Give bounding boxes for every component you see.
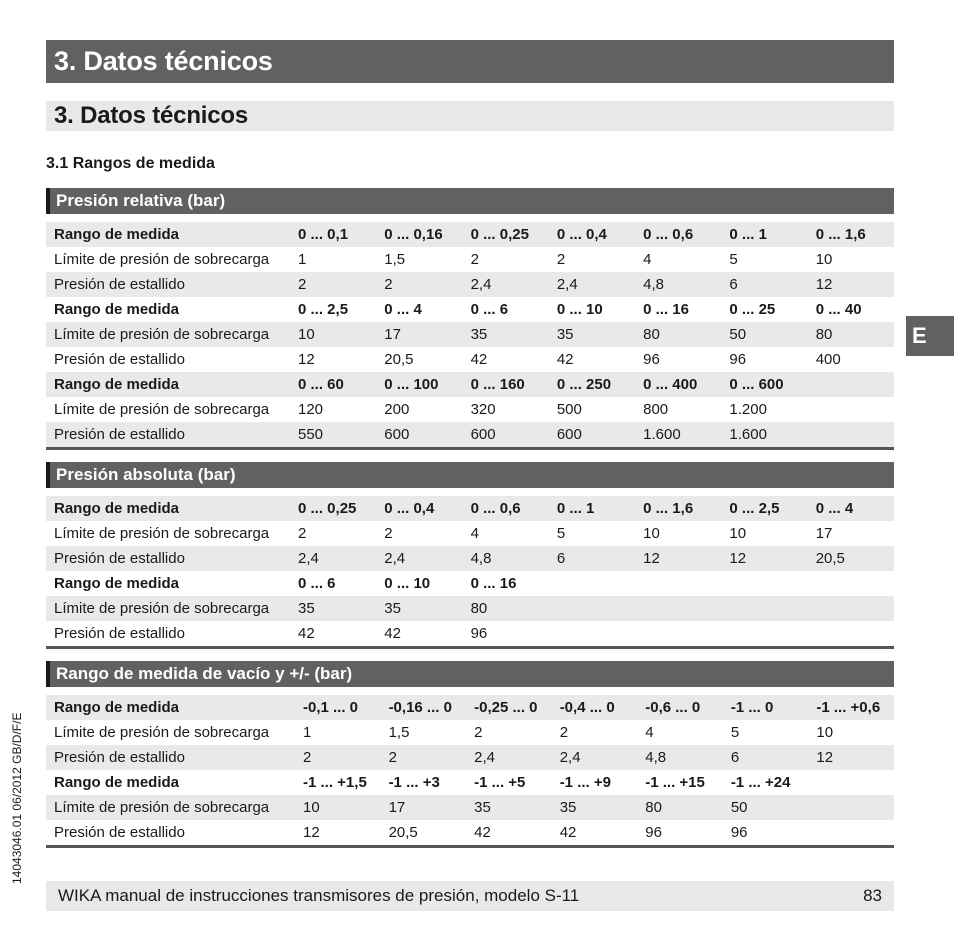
language-tab: E xyxy=(906,316,954,356)
value-cell: 20,5 xyxy=(381,820,467,845)
table-row xyxy=(46,496,894,521)
value-cell xyxy=(721,596,807,621)
table-row xyxy=(46,422,894,447)
table-row xyxy=(46,745,894,770)
page-footer xyxy=(46,881,894,911)
value-cell xyxy=(549,571,635,596)
document-code: 14043046.01 06/2012 GB/D/F/E xyxy=(10,712,24,884)
value-cell: 2,4 xyxy=(552,745,638,770)
value-cell: 17 xyxy=(376,322,462,347)
value-cell: -1 ... +15 xyxy=(637,770,723,795)
value-cell: 0 ... 6 xyxy=(463,297,549,322)
value-cell: 4,8 xyxy=(635,272,721,297)
value-cell: 96 xyxy=(637,820,723,845)
value-cell: 4 xyxy=(637,720,723,745)
value-cell: 320 xyxy=(463,397,549,422)
table-row xyxy=(46,546,894,571)
value-cell: 0 ... 0,16 xyxy=(376,222,462,247)
row-label-cell: Rango de medida xyxy=(46,496,290,521)
table-grid xyxy=(46,496,894,646)
value-cell: 42 xyxy=(466,820,552,845)
footer-text: WIKA manual de instrucciones transmisores de presión, modelo S-11 xyxy=(58,886,580,905)
value-cell: 1.600 xyxy=(721,422,807,447)
table-row xyxy=(46,347,894,372)
value-cell: 0 ... 16 xyxy=(635,297,721,322)
value-cell xyxy=(721,571,807,596)
value-cell: 5 xyxy=(723,720,809,745)
value-cell: 12 xyxy=(808,745,894,770)
value-cell: 0 ... 25 xyxy=(721,297,807,322)
value-cell xyxy=(808,820,894,845)
value-cell: 20,5 xyxy=(808,546,894,571)
table-row xyxy=(46,247,894,272)
value-cell: 1 xyxy=(295,720,381,745)
table-row xyxy=(46,770,894,795)
value-cell: 42 xyxy=(376,621,462,646)
row-label-cell: Presión de estallido xyxy=(46,621,290,646)
row-label-cell: Rango de medida xyxy=(46,297,290,322)
value-cell: -0,1 ... 0 xyxy=(295,695,381,720)
value-cell: 0 ... 0,25 xyxy=(290,496,376,521)
value-cell xyxy=(635,621,721,646)
table-row xyxy=(46,397,894,422)
value-cell: 80 xyxy=(635,322,721,347)
table-row xyxy=(46,521,894,546)
value-cell xyxy=(549,621,635,646)
value-cell: 2 xyxy=(295,745,381,770)
value-cell: 12 xyxy=(635,546,721,571)
table-bottom-rule xyxy=(46,646,894,649)
table-row xyxy=(46,695,894,720)
value-cell: 35 xyxy=(466,795,552,820)
value-cell: 35 xyxy=(552,795,638,820)
value-cell: 0 ... 1 xyxy=(721,222,807,247)
value-cell: 80 xyxy=(463,596,549,621)
value-cell: 2 xyxy=(466,720,552,745)
value-cell xyxy=(549,596,635,621)
row-label-cell: Límite de presión de sobrecarga xyxy=(46,795,295,820)
value-cell: -1 ... +1,5 xyxy=(295,770,381,795)
value-cell: 550 xyxy=(290,422,376,447)
row-label-cell: Presión de estallido xyxy=(46,546,290,571)
table-bottom-rule xyxy=(46,845,894,848)
table-title: Rango de medida de vacío y +/- (bar) xyxy=(46,661,894,687)
row-label-cell: Límite de presión de sobrecarga xyxy=(46,322,290,347)
value-cell: 6 xyxy=(721,272,807,297)
value-cell: 600 xyxy=(549,422,635,447)
table-row xyxy=(46,621,894,646)
value-cell: 10 xyxy=(295,795,381,820)
value-cell: 0 ... 160 xyxy=(463,372,549,397)
row-label-cell: Límite de presión de sobrecarga xyxy=(46,247,290,272)
value-cell: 0 ... 4 xyxy=(808,496,894,521)
value-cell: 12 xyxy=(721,546,807,571)
table-row xyxy=(46,720,894,745)
value-cell: 96 xyxy=(463,621,549,646)
value-cell: 20,5 xyxy=(376,347,462,372)
table-title: Presión relativa (bar) xyxy=(46,188,894,214)
value-cell: 0 ... 100 xyxy=(376,372,462,397)
value-cell: 2,4 xyxy=(290,546,376,571)
row-label-cell: Presión de estallido xyxy=(46,745,295,770)
value-cell: 0 ... 600 xyxy=(721,372,807,397)
row-label-cell: Límite de presión de sobrecarga xyxy=(46,521,290,546)
table-bottom-rule xyxy=(46,447,894,450)
table-row xyxy=(46,596,894,621)
table-row xyxy=(46,322,894,347)
value-cell: 35 xyxy=(463,322,549,347)
value-cell: 2,4 xyxy=(463,272,549,297)
value-cell: 96 xyxy=(721,347,807,372)
value-cell: 2 xyxy=(376,521,462,546)
value-cell: 1,5 xyxy=(376,247,462,272)
value-cell: 6 xyxy=(723,745,809,770)
value-cell xyxy=(808,372,894,397)
value-cell: 10 xyxy=(290,322,376,347)
table-relative-pressure xyxy=(46,188,894,450)
value-cell: 6 xyxy=(549,546,635,571)
value-cell: 1.200 xyxy=(721,397,807,422)
value-cell: -1 ... +5 xyxy=(466,770,552,795)
table-row xyxy=(46,372,894,397)
value-cell: 50 xyxy=(723,795,809,820)
value-cell: 2 xyxy=(552,720,638,745)
value-cell: 42 xyxy=(552,820,638,845)
value-cell: -0,6 ... 0 xyxy=(637,695,723,720)
value-cell: 42 xyxy=(290,621,376,646)
value-cell: 600 xyxy=(376,422,462,447)
value-cell: 0 ... 0,1 xyxy=(290,222,376,247)
value-cell: 2 xyxy=(376,272,462,297)
value-cell: 0 ... 6 xyxy=(290,571,376,596)
value-cell: 17 xyxy=(381,795,467,820)
value-cell: 2,4 xyxy=(549,272,635,297)
value-cell: 2 xyxy=(549,247,635,272)
value-cell: 10 xyxy=(721,521,807,546)
row-label-cell: Presión de estallido xyxy=(46,347,290,372)
value-cell xyxy=(808,397,894,422)
value-cell: 96 xyxy=(635,347,721,372)
value-cell: 800 xyxy=(635,397,721,422)
row-label-cell: Límite de presión de sobrecarga xyxy=(46,596,290,621)
value-cell: 0 ... 0,4 xyxy=(549,222,635,247)
value-cell: 10 xyxy=(808,720,894,745)
value-cell: 0 ... 1,6 xyxy=(635,496,721,521)
value-cell: 4 xyxy=(463,521,549,546)
row-label-cell: Rango de medida xyxy=(46,222,290,247)
subsection-title: 3.1 Rangos de medida xyxy=(46,155,215,172)
value-cell: 0 ... 0,4 xyxy=(376,496,462,521)
table-row xyxy=(46,571,894,596)
value-cell: 0 ... 0,25 xyxy=(463,222,549,247)
value-cell: -1 ... +24 xyxy=(723,770,809,795)
value-cell: 0 ... 0,6 xyxy=(635,222,721,247)
table-row xyxy=(46,297,894,322)
value-cell: 42 xyxy=(463,347,549,372)
table-row xyxy=(46,795,894,820)
value-cell xyxy=(808,621,894,646)
value-cell: 400 xyxy=(808,347,894,372)
value-cell: 500 xyxy=(549,397,635,422)
value-cell: 2 xyxy=(290,272,376,297)
value-cell: -0,25 ... 0 xyxy=(466,695,552,720)
value-cell: 5 xyxy=(549,521,635,546)
value-cell: 10 xyxy=(635,521,721,546)
row-label-cell: Límite de presión de sobrecarga xyxy=(46,397,290,422)
value-cell xyxy=(635,596,721,621)
value-cell: 0 ... 2,5 xyxy=(721,496,807,521)
value-cell: 0 ... 10 xyxy=(549,297,635,322)
value-cell xyxy=(808,596,894,621)
value-cell xyxy=(808,795,894,820)
table-row xyxy=(46,272,894,297)
value-cell: 0 ... 16 xyxy=(463,571,549,596)
row-label-cell: Rango de medida xyxy=(46,372,290,397)
value-cell: 4,8 xyxy=(637,745,723,770)
table-absolute-pressure xyxy=(46,462,894,649)
value-cell: 2,4 xyxy=(376,546,462,571)
value-cell: 0 ... 2,5 xyxy=(290,297,376,322)
value-cell: 12 xyxy=(808,272,894,297)
value-cell: 2 xyxy=(381,745,467,770)
value-cell: 0 ... 60 xyxy=(290,372,376,397)
value-cell: 1,5 xyxy=(381,720,467,745)
value-cell: 42 xyxy=(549,347,635,372)
row-label-cell: Presión de estallido xyxy=(46,422,290,447)
table-row xyxy=(46,820,894,845)
page-banner-title: 3. Datos técnicos xyxy=(46,40,894,83)
value-cell: 0 ... 40 xyxy=(808,297,894,322)
value-cell: 35 xyxy=(290,596,376,621)
value-cell: 200 xyxy=(376,397,462,422)
table-grid xyxy=(46,695,894,845)
value-cell: -0,4 ... 0 xyxy=(552,695,638,720)
value-cell: 1 xyxy=(290,247,376,272)
row-label-cell: Rango de medida xyxy=(46,571,290,596)
value-cell: 80 xyxy=(808,322,894,347)
value-cell: 12 xyxy=(290,347,376,372)
row-label-cell: Límite de presión de sobrecarga xyxy=(46,720,295,745)
value-cell: 35 xyxy=(549,322,635,347)
page-number: 83 xyxy=(863,886,882,905)
value-cell: 0 ... 400 xyxy=(635,372,721,397)
table-title: Presión absoluta (bar) xyxy=(46,462,894,488)
value-cell: 120 xyxy=(290,397,376,422)
table-row xyxy=(46,222,894,247)
value-cell: -1 ... +0,6 xyxy=(808,695,894,720)
row-label-cell: Rango de medida xyxy=(46,770,295,795)
value-cell: -0,16 ... 0 xyxy=(381,695,467,720)
value-cell: 0 ... 1,6 xyxy=(808,222,894,247)
value-cell: 2 xyxy=(290,521,376,546)
value-cell xyxy=(635,571,721,596)
table-vacuum-range xyxy=(46,661,894,848)
value-cell: 1.600 xyxy=(635,422,721,447)
row-label-cell: Presión de estallido xyxy=(46,272,290,297)
value-cell: -1 ... 0 xyxy=(723,695,809,720)
value-cell: 96 xyxy=(723,820,809,845)
value-cell: 12 xyxy=(295,820,381,845)
value-cell: 35 xyxy=(376,596,462,621)
value-cell xyxy=(808,422,894,447)
value-cell: 50 xyxy=(721,322,807,347)
value-cell: 0 ... 0,6 xyxy=(463,496,549,521)
value-cell: 600 xyxy=(463,422,549,447)
value-cell: 4,8 xyxy=(463,546,549,571)
value-cell: 2 xyxy=(463,247,549,272)
value-cell: 5 xyxy=(721,247,807,272)
value-cell: 2,4 xyxy=(466,745,552,770)
value-cell: 17 xyxy=(808,521,894,546)
value-cell: 4 xyxy=(635,247,721,272)
value-cell: -1 ... +9 xyxy=(552,770,638,795)
row-label-cell: Presión de estallido xyxy=(46,820,295,845)
value-cell: 0 ... 4 xyxy=(376,297,462,322)
value-cell: 0 ... 1 xyxy=(549,496,635,521)
value-cell xyxy=(808,770,894,795)
value-cell: -1 ... +3 xyxy=(381,770,467,795)
table-grid xyxy=(46,222,894,447)
row-label-cell: Rango de medida xyxy=(46,695,295,720)
section-title: 3. Datos técnicos xyxy=(46,101,894,131)
value-cell: 80 xyxy=(637,795,723,820)
value-cell: 0 ... 250 xyxy=(549,372,635,397)
value-cell: 0 ... 10 xyxy=(376,571,462,596)
value-cell xyxy=(721,621,807,646)
value-cell: 10 xyxy=(808,247,894,272)
value-cell xyxy=(808,571,894,596)
